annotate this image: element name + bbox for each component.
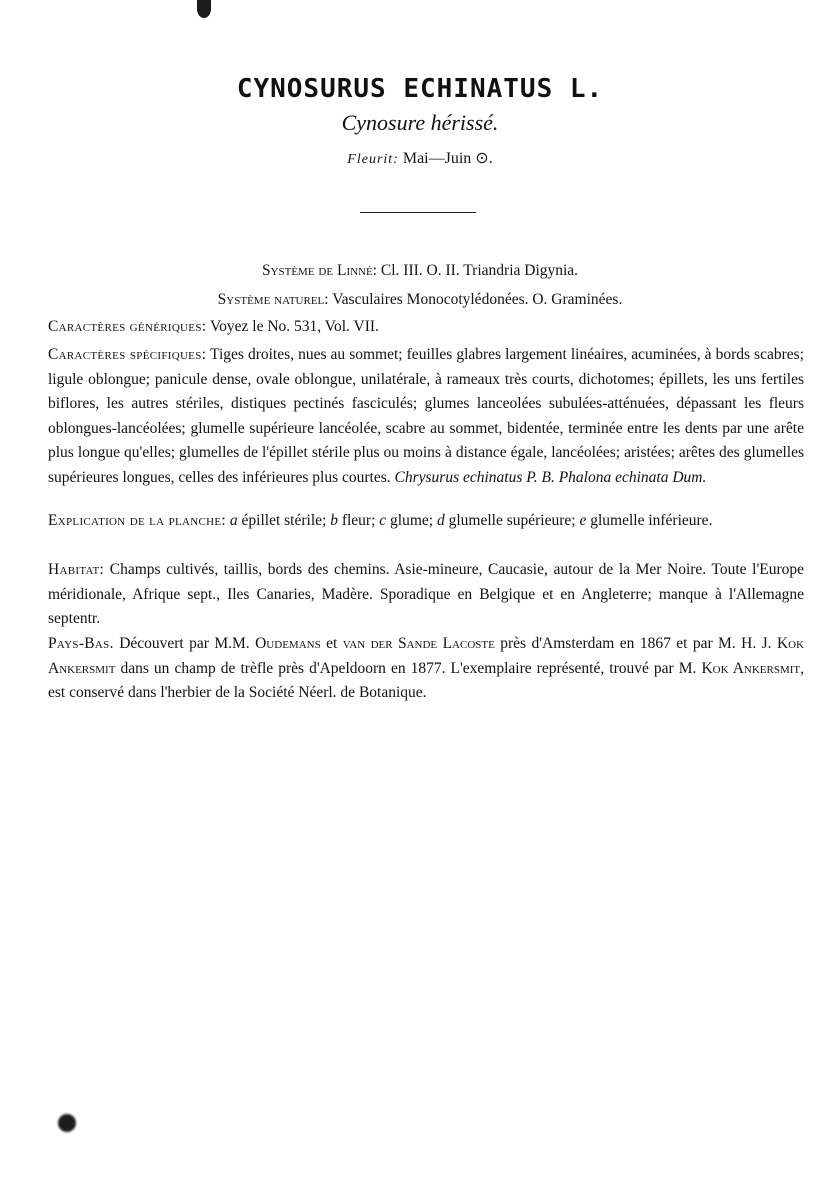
figure-letter: c bbox=[379, 512, 387, 529]
synonyms: Chrysurus echinatus P. B. Phalona echinata Dum. bbox=[394, 468, 707, 486]
figure-caption: glume; bbox=[390, 512, 434, 529]
specific-text: Tiges droites, nues au sommet; feuilles glabres largement linéaires, acuminées, à bords scabres; ligule oblongue; panicule dense, ovale oblongue, unilatérale, à rameaux très courts, dichotomes; épillets, les uns fertiles biflores, les autres stériles, distiques pectinés fasciculés; glumes lanceolées subulées-atténuées, dépassant les fleurs oblongues-lancéolées; glumelle supérieure lancéolée, scabre au sommet, bidentée, terminée entre les dents par une arête plus longue qu'elles; glumelles de l'épillet stérile plus ou moins à distance égale, lancéolées; aristées; arêtes des glumelles supérieures longues, celles des inférieures plus courtes. bbox=[48, 346, 804, 486]
collector-name: Kok Ankersmit, bbox=[701, 659, 804, 677]
record-text: est conservé dans l'herbier de la Société Néerl. de Botanique. bbox=[48, 684, 427, 701]
figure-caption: épillet stérile; bbox=[241, 512, 327, 529]
figure-letter: d bbox=[436, 512, 445, 529]
naturel-label: Système naturel: bbox=[217, 291, 329, 308]
linne-system bbox=[0, 262, 840, 280]
ink-speck bbox=[197, 0, 211, 18]
flowering-value: Mai—Juin ⊙. bbox=[402, 150, 493, 167]
flowering-label: Fleurit: bbox=[347, 152, 399, 167]
record-text: Découvert par M.M. bbox=[119, 635, 250, 652]
ink-speck bbox=[58, 1114, 76, 1132]
generic-characters bbox=[48, 315, 804, 340]
record-text: près d'Amsterdam en 1867 et par M. H. J. bbox=[500, 635, 772, 652]
linne-value: Cl. III. O. II. Triandria Digynia. bbox=[380, 262, 579, 279]
specific-label: Caractères spécifiques: bbox=[48, 346, 207, 363]
pays-bas-label: Pays-Bas. bbox=[48, 635, 114, 652]
habitat-text: Champs cultivés, taillis, bords des chemins. Asie-mineure, Caucasie, autour de la Mer Noire. Toute l'Europe méridionale, Afrique sept., Iles Canaries, Madère. Sporadique en Belgique et en Angleterre; manque à l'Allemagne septentr. bbox=[48, 561, 804, 627]
flowering-period bbox=[0, 148, 840, 168]
figure-caption: fleur; bbox=[341, 512, 376, 529]
naturel-value: Vasculaires Monocotylédonées. O. Graminées. bbox=[332, 291, 623, 308]
collector-name: van der Sande Lacoste bbox=[342, 635, 495, 652]
natural-system bbox=[0, 291, 840, 309]
record-text: et bbox=[326, 635, 338, 652]
figure-letter: a bbox=[229, 512, 238, 529]
record-text: dans un champ de trèfle près d'Apeldoorn en 1877. L'exemplaire représenté, trouvé par M. bbox=[120, 659, 697, 677]
divider bbox=[360, 212, 476, 213]
linne-label: Système de Linné: bbox=[261, 262, 378, 279]
figure-letter: e bbox=[579, 512, 587, 529]
figure-letter: b bbox=[330, 512, 338, 529]
specific-characters bbox=[48, 343, 804, 490]
figure-caption: glumelle supérieure; bbox=[448, 512, 576, 529]
plate-explanation bbox=[48, 509, 804, 534]
collector-name: Kok Ankersmit bbox=[48, 635, 805, 677]
generic-text: Voyez le No. 531, Vol. VII. bbox=[209, 318, 379, 335]
habitat-label: Habitat: bbox=[48, 561, 105, 578]
netherlands-record bbox=[48, 632, 804, 706]
generic-label: Caractères génériques: bbox=[48, 318, 207, 335]
explication-label: Explication de la planche: bbox=[48, 512, 227, 529]
collector-name: Oudemans bbox=[255, 635, 321, 652]
habitat bbox=[48, 558, 804, 632]
common-name: Cynosure hérissé. bbox=[341, 110, 499, 135]
figure-caption: glumelle inférieure. bbox=[590, 512, 713, 529]
species-title: CYNOSURUS ECHINATUS L. bbox=[236, 74, 604, 104]
